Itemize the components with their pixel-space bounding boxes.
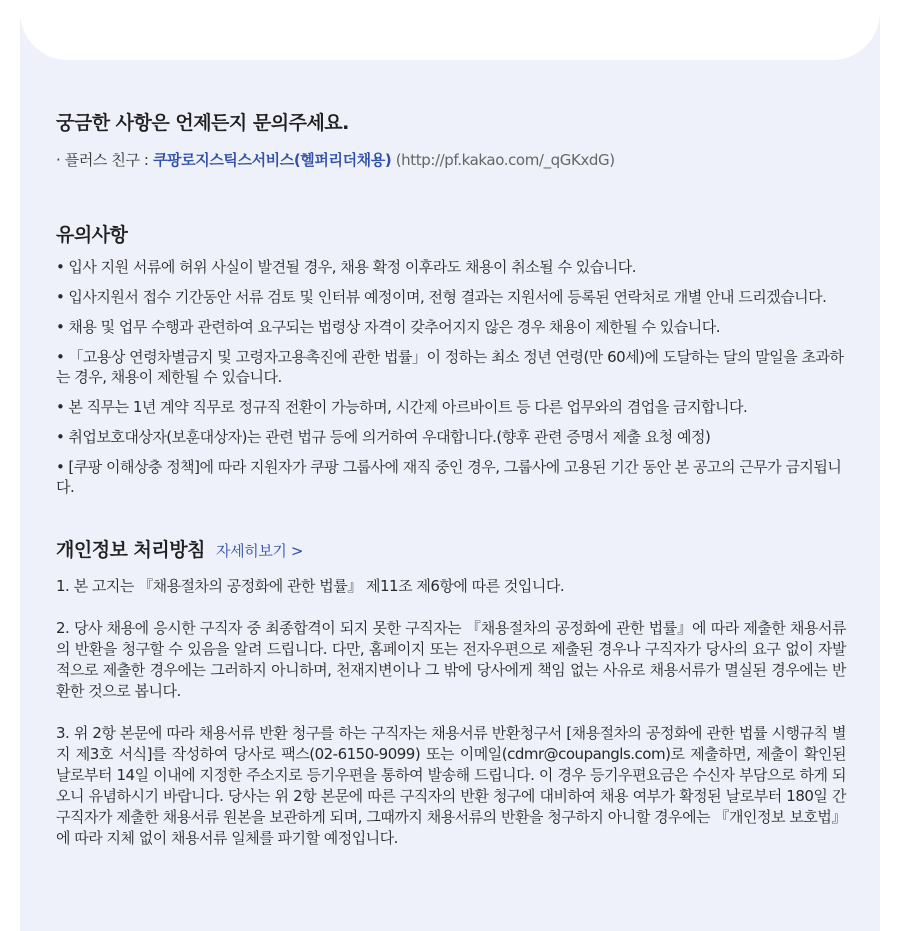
list-item	[56, 287, 846, 307]
main-content	[56, 108, 846, 870]
contact-line	[56, 149, 846, 170]
privacy-section	[56, 535, 846, 849]
list-item	[56, 257, 846, 277]
note-text: [쿠팡 이해상충 정책]에 따라 지원자가 쿠팡 그룹사에 재직 중인 경우, 그룹사에 고용된 기간 동안 본 공고의 근무가 금지됩니다.	[56, 458, 842, 496]
notes-list	[56, 257, 846, 497]
privacy-paragraph-1: 1. 본 고지는 『채용절차의 공정화에 관한 법률』 제11조 제6항에 따른 것입니다.	[56, 577, 565, 595]
bullet-icon: •	[56, 318, 65, 336]
note-text: 입사지원서 접수 기간동안 서류 검토 및 인터뷰 예정이며, 전형 결과는 지원서에 등록된 연락처로 개별 안내 드리겠습니다.	[68, 288, 827, 306]
contact-heading: 궁금한 사항은 언제든지 문의주세요.	[56, 112, 349, 134]
privacy-paragraph-2: 2. 당사 채용에 응시한 구직자 중 최종합격이 되지 못한 구직자는 『채용절차의 공정화에 관한 법률』에 따라 제출한 채용서류의 반환을 청구할 수 있음을 알려 드립니다. 다만, 홈페이지 또는 전자우편으로 제출된 경우나 구직자가 당사의 요구 없이 자발적으로 제출한 경우에는 그러하지 아니하며, 천재지변이나 그 밖에 당사에게 책임 없는 사유로 채용서류가 멸실된 경우에는 반환한 것으로 봅니다.	[56, 619, 846, 700]
list-item	[56, 397, 846, 417]
bullet-icon: •	[56, 258, 65, 276]
note-text: 취업보호대상자(보훈대상자)는 관련 법규 등에 의거하여 우대합니다.(향후 관련 증명서 제출 요청 예정)	[68, 428, 711, 446]
view-details-link[interactable]: 자세히보기 >	[216, 542, 304, 560]
list-item	[56, 317, 846, 337]
note-text: 본 직무는 1년 계약 직무로 정규직 전환이 가능하며, 시간제 아르바이트 등 다른 업무와의 겸업을 금지합니다.	[68, 398, 748, 416]
kakao-channel-url[interactable]: (http://pf.kakao.com/_qGKxdG)	[395, 151, 615, 169]
top-card	[20, 0, 880, 60]
list-item	[56, 427, 846, 447]
kakao-channel-name[interactable]: 쿠팡로지스틱스서비스(헬퍼리더채용)	[152, 151, 392, 169]
contact-section	[56, 108, 846, 170]
list-item	[56, 457, 846, 497]
privacy-body	[56, 576, 846, 849]
privacy-header	[56, 535, 846, 562]
notes-section	[56, 220, 846, 497]
bullet-icon: •	[56, 398, 65, 416]
bullet-icon: •	[56, 288, 65, 306]
note-text: 채용 및 업무 수행과 관련하여 요구되는 법령상 자격이 갖추어지지 않은 경우 채용이 제한될 수 있습니다.	[68, 318, 720, 336]
list-item	[56, 347, 846, 387]
bullet-icon: •	[56, 458, 65, 476]
privacy-heading: 개인정보 처리방침	[56, 539, 205, 561]
contact-prefix: · 플러스 친구 :	[56, 151, 153, 169]
note-text: 「고용상 연령차별금지 및 고령자고용촉진에 관한 법률」이 정하는 최소 정년 연령(만 60세)에 도달하는 달의 말일을 초과하는 경우, 채용이 제한될 수 있습니다.	[56, 348, 844, 386]
notes-heading: 유의사항	[56, 224, 128, 246]
bullet-icon: •	[56, 428, 65, 446]
bullet-icon: •	[56, 348, 65, 366]
note-text: 입사 지원 서류에 허위 사실이 발견될 경우, 채용 확정 이후라도 채용이 취소될 수 있습니다.	[68, 258, 637, 276]
privacy-paragraph-3: 3. 위 2항 본문에 따라 채용서류 반환 청구를 하는 구직자는 채용서류 반환청구서 [채용절차의 공정화에 관한 법률 시행규칙 별지 제3호 서식]를 작성하여 당사로 팩스(02-6150-9099) 또는 이메일(cdmr@coupangls.com)로 제출하면, 제출이 확인된 날로부터 14일 이내에 지정한 주소지로 등기우편을 통하여 발송해 드립니다. 이 경우 등기우편요금은 수신자 부담으로 하게 되오니 유념하시기 바랍니다. 당사는 위 2항 본문에 따른 구직자의 반환 청구에 대비하여 채용 여부가 확정된 날로부터 180일 간 구직자가 제출한 채용서류 원본을 보관하게 되며, 그때까지 채용서류의 반환을 청구하지 아니할 경우에는 『개인정보 보호법』에 따라 지체 없이 채용서류 일체를 파기할 예정입니다.	[56, 724, 846, 847]
